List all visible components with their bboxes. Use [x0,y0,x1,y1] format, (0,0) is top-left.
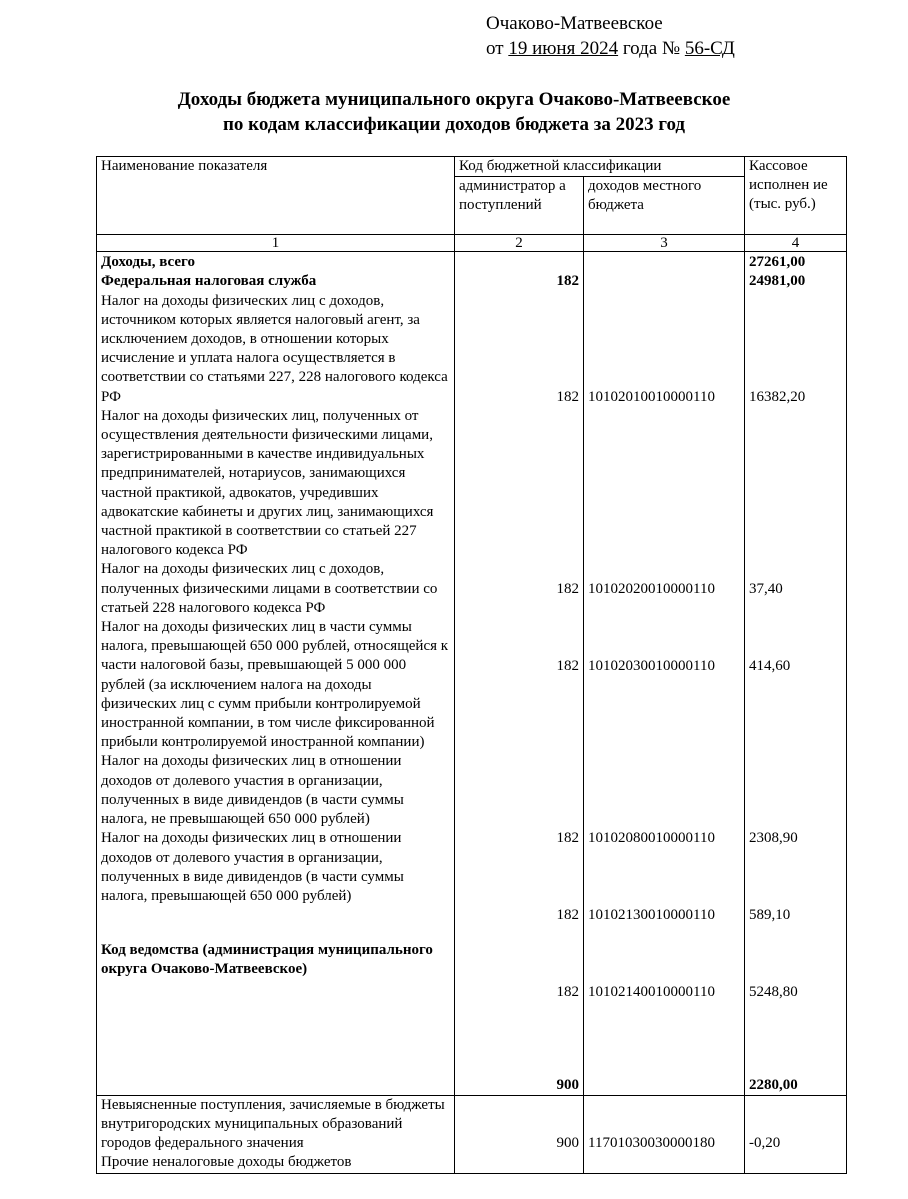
doc-title-line1: Доходы бюджета муниципального округа Очаково-Матвеевское [177,89,731,110]
total-value: 27261,00 [749,254,806,271]
col-admin-header: администратор а поступлений [455,177,584,235]
doc-title-line2: по кодам классификации доходов бюджета за 2023 год [222,114,686,135]
fns-value-cell [745,252,847,1096]
item-value: 414,60 [749,657,791,674]
item-code: 10102130010000110 [588,907,715,924]
col-num-1: 1 [97,235,455,252]
item-code: 11701030030000180 [588,1135,715,1152]
table-row [97,1095,847,1173]
decision-number: 56-СД [684,38,735,59]
item-value: 16382,20 [749,388,806,405]
fns-block [97,252,847,1096]
fns-name: Федеральная налоговая служба [101,273,317,290]
date-suffix: года № [618,38,685,59]
dept-value: 2280,00 [749,1076,798,1093]
header-row-1 [97,157,847,177]
date-prefix: от [486,38,509,59]
col-local-header: доходов местного бюджета [584,177,745,235]
item-value: -0,20 [749,1135,781,1152]
item-admin: 182 [556,983,579,1000]
fns-admin: 182 [556,273,579,290]
item-name: Налог на доходы физических лиц, полученных от осуществления деятельности физическими лицами, зарегистрированными в качестве индивидуальных предпринимателей, нотариусов, занимающихся частной практикой, адвокатов, учредивших адвокатские кабинеты и других лиц, занимающихся частной практикой в соответствии со статьей 227 налогового кодекса РФ [101,407,434,559]
total-label: Доходы, всего [101,254,195,271]
item-code: 10102030010000110 [588,657,715,674]
item-admin: 182 [556,388,579,405]
item-admin: 182 [556,657,579,674]
col-cash-header: Кассовое исполнен ие (тыс. руб.) [745,157,847,235]
item-admin: 182 [556,580,579,597]
header-date-line [486,37,735,61]
row-value [745,1095,847,1173]
item-code: 10102020010000110 [588,580,715,597]
column-numbers-row [97,235,847,252]
item-admin: 182 [556,907,579,924]
item-admin: 900 [556,1135,579,1152]
item-name: Невыясненные поступления, зачисляемые в бюджеты внутригородских муниципальных образований городов федерального значения [101,1096,445,1152]
dept-name: Код ведомства (администрация муниципального округа Очаково-Матвеевское) [101,942,433,978]
row-name [97,1095,455,1173]
income-table [96,156,847,1174]
item-name: Налог на доходы физических лиц в отношении доходов от долевого участия в организации, полученных в виде дивидендов (в части суммы налога, не превышающей 650 000 рублей) [101,753,404,828]
decision-date: 19 июня 2024 [508,38,619,59]
item-value: 589,10 [749,907,791,924]
header-place: Очаково-Матвеевское [486,13,663,34]
item-value: 5248,80 [749,984,798,1000]
row-admin [455,1095,584,1173]
col-code-group-header: Код бюджетной классификации [455,157,745,177]
fns-code-cell [584,252,745,1096]
item-code: 10102080010000110 [588,830,715,847]
col-num-4: 4 [745,235,847,252]
fns-value: 24981,00 [749,273,806,290]
item-name: Налог на доходы физических лиц в части суммы налога, превышающей 650 000 рублей, относящейся к части налоговой базы, превышающей 5 000 000 рублей (за исключением налога на доходы физических лиц с сумм прибыли контролируемой иностранной компании, в том числе фиксированной прибыли контролируемой иностранной компании) [101,619,449,751]
item-name: Налог на доходы физических лиц в отношении доходов от долевого участия в организации, полученных в виде дивидендов (в части суммы налога, превышающей 650 000 рублей) [101,830,404,904]
fns-names-cell [97,252,455,1096]
item-name: Прочие неналоговые доходы бюджетов [101,1154,352,1171]
item-code: 10102140010000110 [588,983,715,1000]
item-value: 37,40 [749,580,783,597]
item-code: 10102010010000110 [588,388,715,405]
item-name: Налог на доходы физических лиц с доходов, источником которых является налоговый агент, за исключением доходов, в отношении которых исчисление и уплата налога осуществляется в соответствии со статьями 227, 228 налогового кодекса РФ [101,292,448,405]
item-name: Налог на доходы физических лиц с доходов, полученных физическими лицами в соответствии со статьей 228 налогового кодекса РФ [101,561,438,616]
dept-admin: 900 [556,1076,579,1093]
col-name-header: Наименование показателя [97,157,455,235]
item-admin: 182 [556,830,579,847]
row-code [584,1095,745,1173]
col-num-2: 2 [455,235,584,252]
item-value: 2308,90 [749,830,798,847]
col-num-3: 3 [584,235,745,252]
fns-admin-cell [455,252,584,1096]
